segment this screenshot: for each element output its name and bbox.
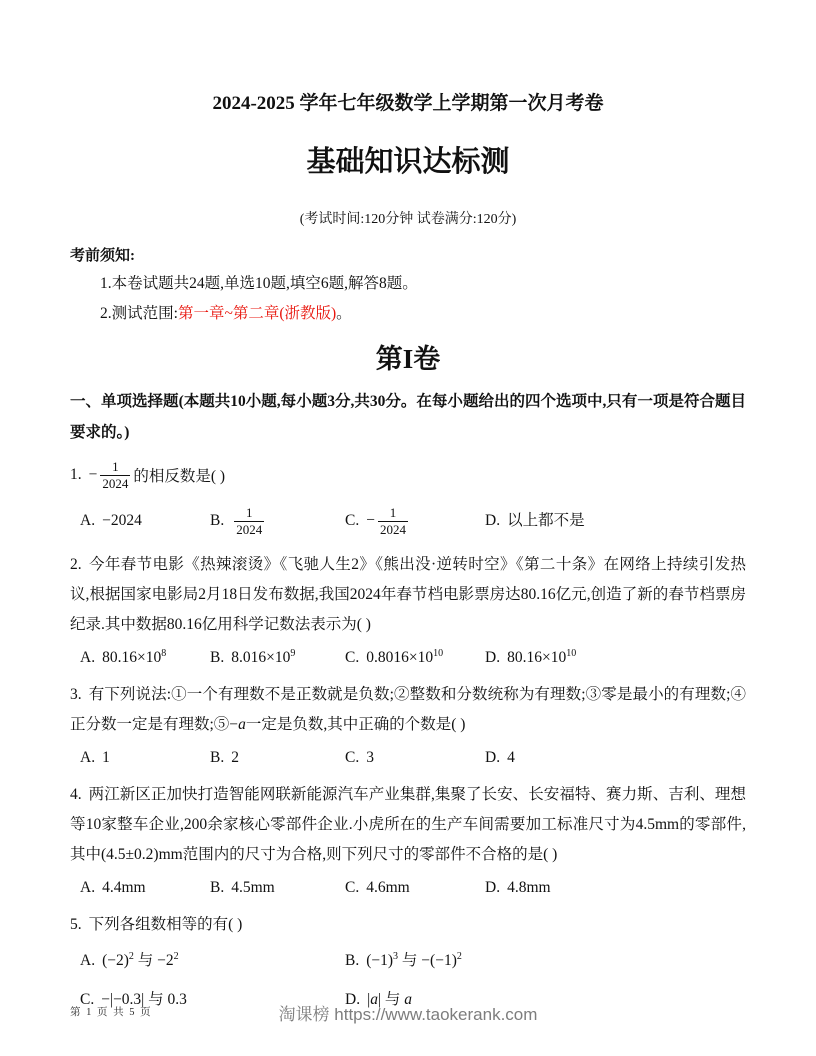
footer-watermark-link: 淘课榜 https://www.taokerank.com bbox=[278, 1005, 538, 1024]
option-C: C. −|−0.3| 与 0.3 bbox=[80, 991, 187, 1008]
option-B: B. $\frac{1}{2024}$ bbox=[210, 504, 263, 537]
question-text: 今年春节电影《热辣滚烫》《飞驰人生2》《熊出没·逆转时空》《第二十条》在网络上持续引发热议,根据国家电影局2月18日发布数据,我国2024年春节档电影票房达80.16亿元,创造了新的春节档票房纪录.其中数据80.16亿用科学记数法表示为( ) bbox=[70, 556, 746, 633]
option-D: D. 4.8mm bbox=[485, 879, 551, 896]
variable-a: a bbox=[238, 716, 246, 733]
question-number: 4. bbox=[70, 786, 82, 803]
question-text: 一定是负数,其中正确的个数是( ) bbox=[245, 716, 466, 733]
variable-a: a bbox=[404, 991, 413, 1008]
question-number: 1. bbox=[70, 466, 82, 483]
question-1 bbox=[70, 454, 746, 543]
option-A: A. 1 bbox=[80, 749, 110, 766]
footer-page-number: 第 1 页 共 5 页 bbox=[70, 1007, 153, 1018]
option-B: B. $(-1)^3$ 与 $-(-1)^2$ bbox=[345, 950, 462, 969]
option-A: A. $(-2)^2$ 与 $-2^2$ bbox=[80, 950, 179, 969]
part1-heading: 一、单项选择题(本题共10小题,每小题3分,共30分。在每小题给出的四个选项中,只有一项是符合题目要求的。) bbox=[70, 393, 746, 441]
fraction: $\frac{1}{2024}$ bbox=[379, 504, 406, 537]
option-C: C. 4.6mm bbox=[345, 879, 410, 896]
fraction: $\frac{1}{2024}$ bbox=[102, 458, 129, 491]
option-D: D. 以上都不是 bbox=[485, 512, 585, 529]
question-number: 3. bbox=[70, 686, 82, 703]
exam-subtitle: 基础知识达标测 bbox=[306, 146, 510, 178]
minus-sign: − bbox=[366, 511, 375, 529]
option-D: D. |a| 与 a bbox=[345, 991, 413, 1008]
notice-item-2-suffix: 。 bbox=[336, 305, 352, 322]
fraction: $\frac{1}{2024}$ bbox=[236, 504, 263, 537]
question-2-stem bbox=[70, 550, 746, 640]
exam-title: 2024-2025 学年七年级数学上学期第一次月考卷 bbox=[212, 93, 604, 114]
option-B: B. $8.016\times 10^9$ bbox=[210, 647, 296, 666]
question-3 bbox=[70, 680, 746, 773]
notice-item-1: 1.本卷试题共24题,单选10题,填空6题,解答8题。 bbox=[100, 275, 418, 292]
option-C: C. − $\frac{1}{2024}$ bbox=[345, 504, 406, 537]
option-A: A. 4.4mm bbox=[80, 879, 146, 896]
option-A: A. $80.16\times 10^8$ bbox=[80, 647, 167, 666]
notice-item-2-prefix: 2.测试范围: bbox=[100, 305, 178, 322]
question-5-stem bbox=[70, 910, 746, 940]
question-4-stem bbox=[70, 780, 746, 870]
question-3-stem bbox=[70, 680, 746, 740]
question-text: 两江新区正加快打造智能网联新能源汽车产业集群,集聚了长安、长安福特、赛力斯、吉利、理想等10家整车企业,200余家核心零部件企业.小虎所在的生产车间需要加工标准尺寸为4.5mm的零部件,其中(4.5±0.2)mm范围内的尺寸为合格,则下列尺寸的零部件不合格的是( ) bbox=[70, 786, 746, 863]
option-C: C. $0.8016\times 10^{10}$ bbox=[345, 647, 444, 666]
question-number: 2. bbox=[70, 556, 82, 573]
question-text: 的相反数是( ) bbox=[133, 468, 226, 485]
question-text: 有下列说法:①一个有理数不是正数就是负数;②整数和分数统称为有理数;③零是最小的有理数;④正分数一定是有理数;⑤− bbox=[70, 686, 746, 733]
question-number: 5. bbox=[70, 916, 82, 933]
question-1-stem bbox=[70, 454, 746, 496]
notice-item-2-scope: 第一章~第二章(浙教版) bbox=[177, 305, 337, 322]
question-2-options bbox=[70, 643, 746, 673]
question-2 bbox=[70, 550, 746, 673]
option-B: B. 4.5mm bbox=[210, 879, 275, 896]
option-C: C. 3 bbox=[345, 749, 374, 766]
minus-sign: − bbox=[88, 466, 98, 483]
notice-label: 考前须知: bbox=[70, 248, 135, 264]
question-text: 下列各组数相等的有( ) bbox=[88, 916, 243, 933]
option-D: D. $80.16\times 10^{10}$ bbox=[485, 647, 577, 666]
question-1-options bbox=[70, 499, 746, 543]
question-3-options bbox=[70, 743, 746, 773]
exam-meta-line: (考试时间:120分钟 试卷满分:120分) bbox=[299, 212, 517, 227]
section-title: 第I卷 bbox=[375, 344, 441, 374]
option-B: B. 2 bbox=[210, 749, 239, 766]
option-A: A. −2024 bbox=[80, 512, 142, 529]
variable-a: a bbox=[370, 991, 378, 1008]
notice-item-2 bbox=[70, 303, 746, 325]
question-4 bbox=[70, 780, 746, 903]
question-4-options bbox=[70, 873, 746, 903]
option-D: D. 4 bbox=[485, 749, 515, 766]
